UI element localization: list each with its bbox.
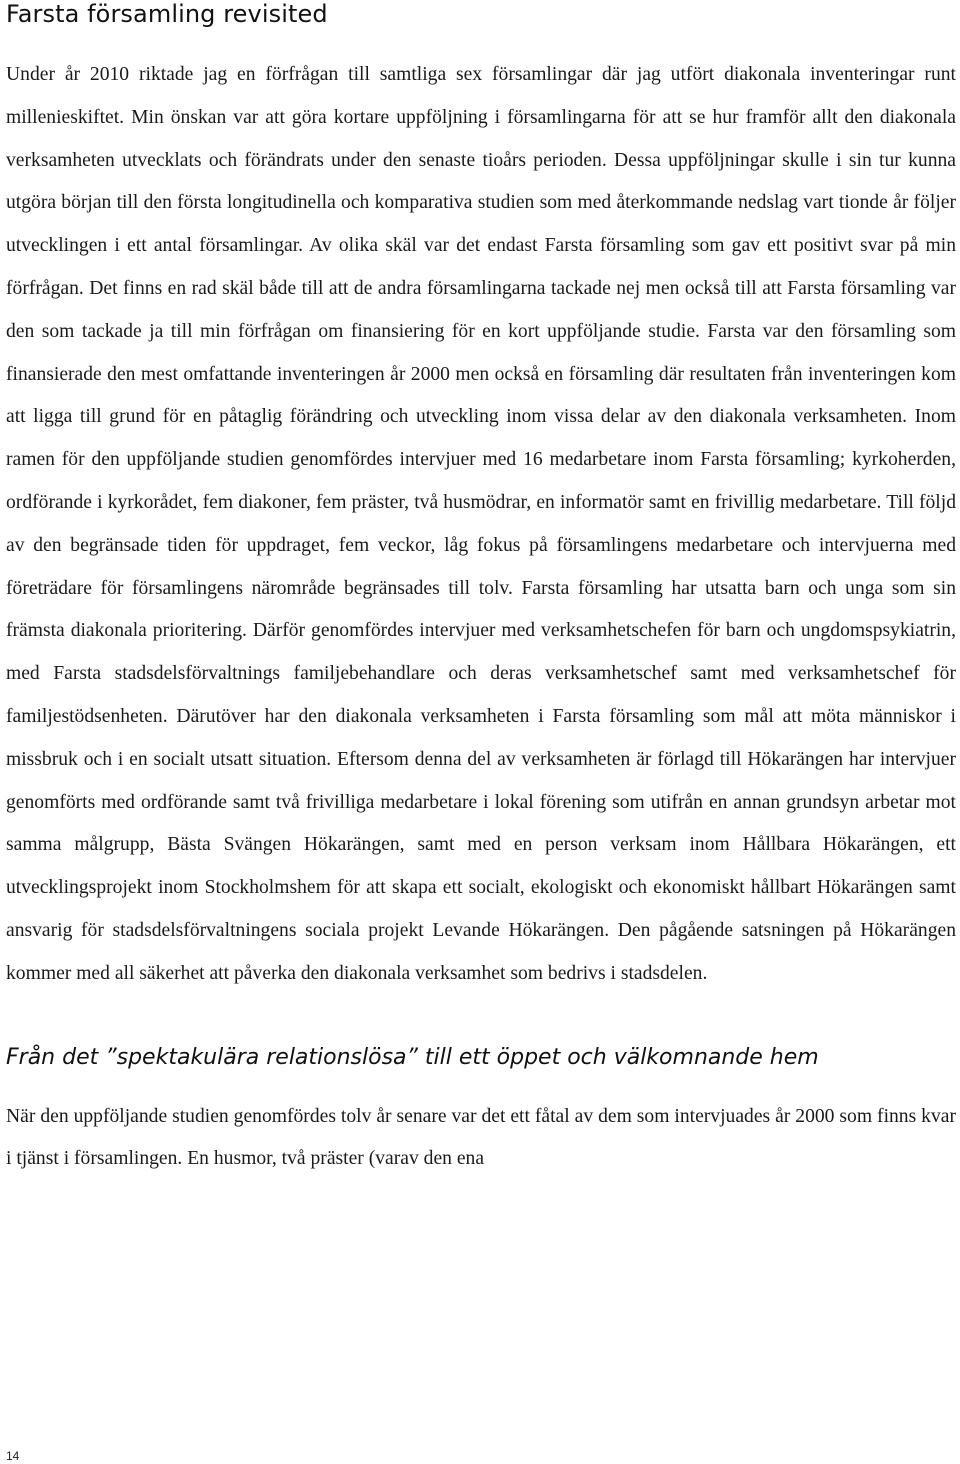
page-number: 14 — [6, 1449, 20, 1463]
document-page — [6, 0, 956, 1181]
body-paragraph-continued: När den uppföljande studien genomfördes tolv år senare var det ett fåtal av dem som intervjuades år 2000 som finns kvar i tjänst i församlingen. En husmor, två präster (varav den ena — [6, 1105, 956, 1170]
body-paragraph: Under år 2010 riktade jag en förfrågan till samtliga sex församlingar där jag utfört diakonala inventeringar runt millenieskiftet. Min önskan var att göra kortare uppföljning i församlingarna för att se hur framför allt den diakonala verksamheten utvecklats och förändrats under den senaste tioårs perioden. Dessa uppföljningar skulle i sin tur kunna utgöra början till den första longitudinella och komparativa studien som med återkommande nedslag vart tionde år följer utvecklingen i ett antal församlingar. Av olika skäl var det endast Farsta församling som gav ett positivt svar på min förfrågan. Det finns en rad skäl både till att de andra församlingarna tackade nej men också till att Farsta församling var den som tackade ja till min förfrågan om finansiering för en kort uppföljande studie. Farsta var den församling som finansierade den mest omfattande inventeringen år 2000 men också en församling där resultaten från inventeringen kom att ligga till grund för en påtaglig förändring och utveckling inom vissa delar av den diakonala verksamheten. Inom ramen för den uppföljande studien genomfördes intervjuer med 16 medarbetare inom Farsta församling; kyrkoherden, ordförande i kyrkorådet, fem diakoner, fem präster, två husmödrar, en informatör samt en frivillig medarbetare. Till följd av den begränsade tiden för uppdraget, fem veckor, låg fokus på församlingens medarbetare och intervjuerna med företrädare för församlingens närområde begränsades till tolv. Farsta församling har utsatta barn och unga som sin främsta diakonala prioritering. Därför genomfördes intervjuer med verksamhetschefen för barn och ungdomspsykiatrin, med Farsta stadsdelsförvaltnings familjebehandlare och deras verksamhetschef samt med verksamhetschef för familjestödsenheten. Därutöver har den diakonala verksamheten i Farsta församling som mål att möta människor i missbruk och i en socialt utsatt situation. Eftersom denna del av verksamheten är förlagd till Hökarängen har intervjuer genomförts med ordförande samt två frivilliga medarbetare i lokal förening som utifrån en annan grundsyn arbetar mot samma målgrupp, Bästa Svängen Hökarängen, samt med en person verksam inom Hållbara Hökarängen, ett utvecklingsprojekt inom Stockholmshem för att skapa ett socialt, ekologiskt och ekonomiskt hållbart Hökarängen samt ansvarig för stadsdelsförvaltningens sociala projekt Levande Hökarängen. Den pågående satsningen på Hökarängen kommer med all säkerhet att påverka den diakonala verksamhet som bedrivs i stadsdelen. — [6, 64, 956, 984]
section-heading: Farsta församling revisited — [6, 0, 328, 28]
subsection-heading: Från det ”spektakulära relationslösa” till ett öppet och välkomnande hem — [6, 1044, 819, 1070]
